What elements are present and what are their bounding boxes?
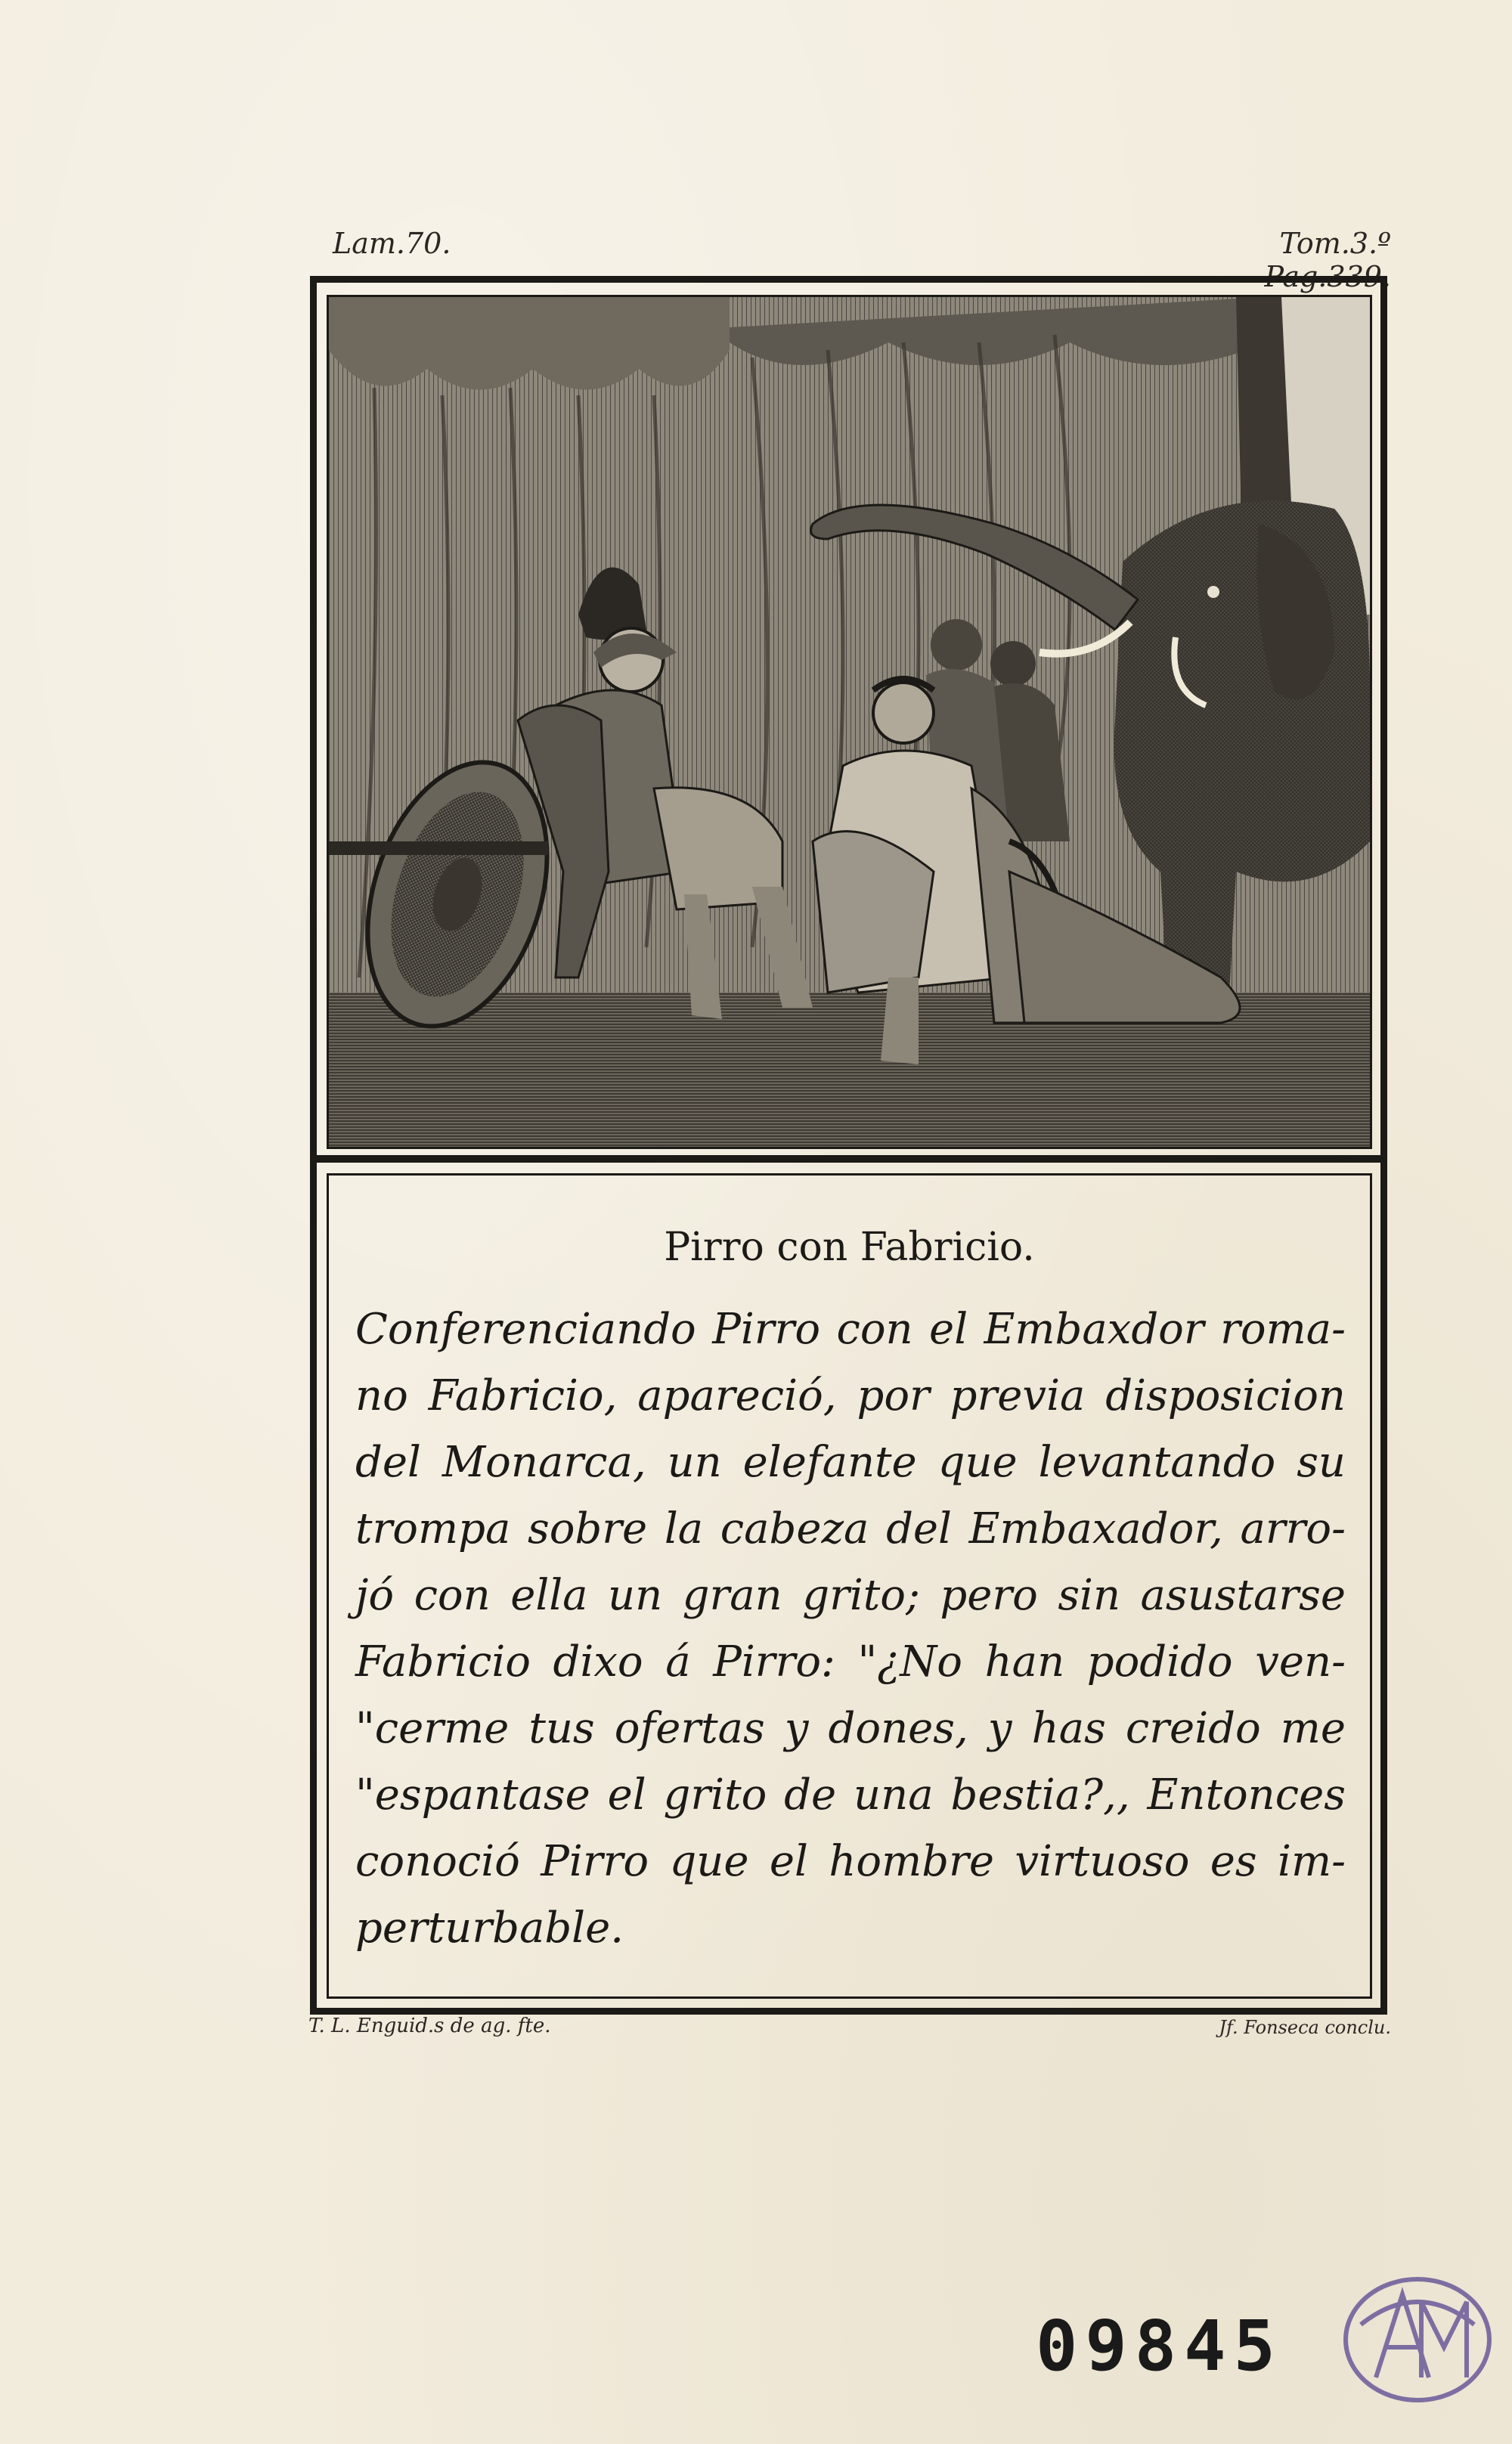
caption-line: "espantase el grito de una bestia?,, Entonces [355, 1770, 1346, 1820]
finisher-credit: Jf. Fonseca conclu. [1219, 2017, 1391, 2038]
caption-line: no Fabricio, apareció, por previa disposicion [355, 1371, 1346, 1420]
volume-page-reference: Tom.3.º Pag.339. [1264, 227, 1391, 293]
caption-line: Conferenciando Pirro con el Embaxdor roma- [355, 1305, 1346, 1354]
table [329, 841, 548, 855]
caption-line: trompa sobre la cabeza del Embaxador, arro- [355, 1504, 1346, 1553]
caption-line: conoció Pirro que el hombre virtuoso es im- [355, 1837, 1346, 1886]
caption-title: Pirro con Fabricio. [664, 1225, 1035, 1270]
engraver-credit: T. L. Enguid.s de ag. fte. [308, 2015, 551, 2037]
caption-line: jó con ella un gran grito; pero sin asustarse [355, 1571, 1346, 1620]
inventory-number: 09845 [1036, 2306, 1283, 2387]
engraving-illustration [329, 297, 1370, 1147]
collection-stamp-icon [1331, 2264, 1504, 2415]
caption-line: "cerme tus ofertas y dones, y has creido me [355, 1704, 1346, 1753]
caption-line: del Monarca, un elefante que levantando su [355, 1438, 1346, 1487]
caption-line: perturbable. [355, 1903, 624, 1953]
plate-divider [310, 1155, 1387, 1163]
plate-number: Lam.70. [333, 227, 451, 260]
caption-body [355, 1296, 1346, 1962]
caption-line: Fabricio dixo á Pirro: "¿No han podido ven- [355, 1637, 1346, 1687]
elephant-eye [1207, 586, 1219, 598]
